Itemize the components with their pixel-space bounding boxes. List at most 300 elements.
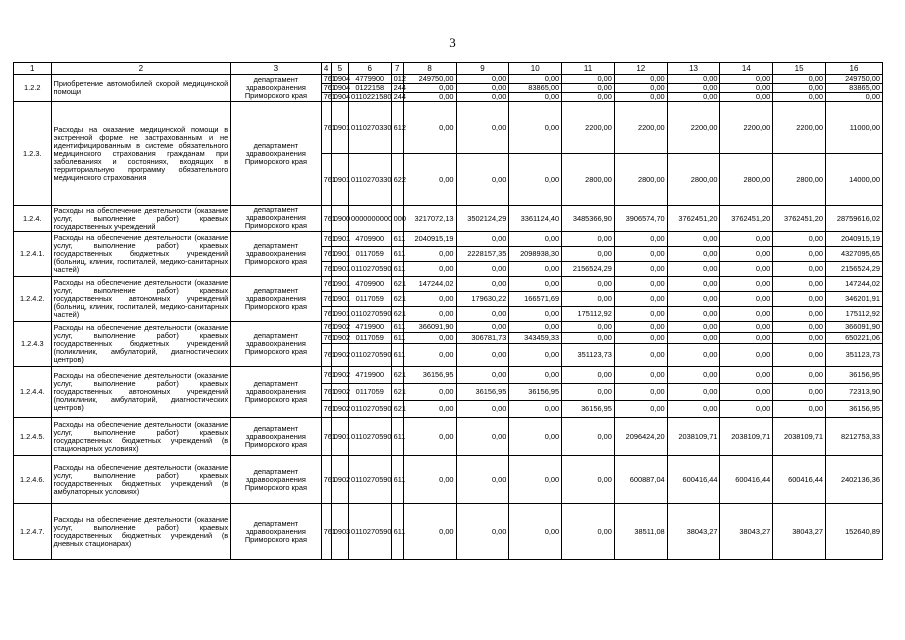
item-number: 1.2.4.7. [14, 504, 52, 560]
column-number: 2 [51, 63, 231, 75]
year-value: 0,00 [720, 367, 773, 384]
year-value: 0,00 [667, 93, 720, 102]
year-value: 351123,73 [562, 344, 615, 367]
code-section: 0901 [331, 307, 348, 322]
year-value: 0,00 [509, 262, 562, 277]
column-number: 6 [348, 63, 391, 75]
year-value: 2800,00 [614, 154, 667, 206]
year-value: 0,00 [720, 344, 773, 367]
budget-table [13, 62, 883, 560]
code-ministry: 761 [321, 154, 331, 206]
department: департамент здравоохранения Приморского края [231, 504, 321, 560]
year-value: 0,00 [614, 75, 667, 84]
year-value: 0,00 [614, 384, 667, 401]
year-value: 3762451,20 [773, 206, 826, 232]
year-value: 0,00 [509, 102, 562, 154]
year-value: 2200,00 [773, 102, 826, 154]
year-value: 0,00 [773, 322, 826, 333]
code-section: 0902 [331, 333, 348, 344]
year-value: 600887,04 [614, 456, 667, 504]
year-value: 0,00 [614, 247, 667, 262]
item-name: Расходы на обеспечение деятельности (оказание услуг, выполнение работ) краевых государственных автономных учреждений (больниц, клиник, госпиталей, медико-санитарных частей) [51, 277, 231, 322]
code-expense-type: 000 [391, 206, 403, 232]
year-value: 0,00 [614, 307, 667, 322]
total-value: 650221,06 [826, 333, 883, 344]
year-value: 0,00 [773, 84, 826, 93]
total-value: 8212753,33 [826, 418, 883, 456]
code-target: 0110270590 [348, 262, 391, 277]
code-ministry: 761 [321, 384, 331, 401]
department: департамент здравоохранения Приморского края [231, 277, 321, 322]
code-target: 0110270590 [348, 307, 391, 322]
year-value: 36156,95 [403, 367, 456, 384]
column-number: 11 [562, 63, 615, 75]
year-value: 0,00 [614, 93, 667, 102]
year-value: 0,00 [509, 456, 562, 504]
year-value: 2156524,29 [562, 262, 615, 277]
code-target: 0117059 [348, 292, 391, 307]
item-number: 1.2.4.4. [14, 367, 52, 418]
year-value: 2800,00 [667, 154, 720, 206]
year-value: 0,00 [667, 384, 720, 401]
code-ministry: 761 [321, 504, 331, 560]
year-value: 0,00 [456, 307, 509, 322]
total-value: 175112,92 [826, 307, 883, 322]
table-row [14, 232, 883, 247]
total-value: 11000,00 [826, 102, 883, 154]
header-row [14, 63, 883, 75]
year-value: 0,00 [456, 102, 509, 154]
year-value: 600416,44 [773, 456, 826, 504]
year-value: 2098938,30 [509, 247, 562, 262]
item-name: Приобретение автомобилей скорой медицинской помощи [51, 75, 231, 102]
item-name: Расходы на обеспечение деятельности (оказание услуг, выполнение работ) краевых государственных автономных учреждений (поликлиник, амбулаторий, диагностических центров) [51, 367, 231, 418]
total-value: 351123,73 [826, 344, 883, 367]
code-section: 0901 [331, 154, 348, 206]
table-row [14, 102, 883, 154]
year-value: 3502124,29 [456, 206, 509, 232]
code-expense-type: 621 [391, 384, 403, 401]
code-section: 0902 [331, 456, 348, 504]
code-target: 4709900 [348, 277, 391, 292]
year-value: 0,00 [456, 75, 509, 84]
year-value: 0,00 [773, 344, 826, 367]
department: департамент здравоохранения Приморского края [231, 456, 321, 504]
year-value: 0,00 [509, 322, 562, 333]
table-body [14, 63, 883, 560]
total-value: 2156524,29 [826, 262, 883, 277]
year-value: 0,00 [456, 504, 509, 560]
item-number: 1.2.4.2. [14, 277, 52, 322]
department: департамент здравоохранения Приморского края [231, 367, 321, 418]
year-value: 0,00 [509, 93, 562, 102]
table-row [14, 322, 883, 333]
year-value: 0,00 [562, 277, 615, 292]
year-value: 0,00 [720, 232, 773, 247]
table-row [14, 206, 883, 232]
table-row [14, 456, 883, 504]
table-row [14, 504, 883, 560]
code-expense-type: 621 [391, 367, 403, 384]
year-value: 0,00 [403, 504, 456, 560]
column-number: 5 [331, 63, 348, 75]
total-value: 14000,00 [826, 154, 883, 206]
year-value: 0,00 [562, 384, 615, 401]
department: департамент здравоохранения Приморского края [231, 418, 321, 456]
item-number: 1.2.3. [14, 102, 52, 206]
year-value: 0,00 [614, 401, 667, 418]
department: департамент здравоохранения Приморского края [231, 75, 321, 102]
year-value: 3762451,20 [720, 206, 773, 232]
year-value: 0,00 [667, 232, 720, 247]
code-target: 0110270590 [348, 418, 391, 456]
year-value: 600416,44 [720, 456, 773, 504]
year-value: 0,00 [562, 292, 615, 307]
code-ministry: 761 [321, 418, 331, 456]
code-section: 0904 [331, 75, 348, 84]
item-name: Расходы на обеспечение деятельности (оказание услуг, выполнение работ) краевых государственных бюджетных учреждений (в дневных стационарах) [51, 504, 231, 560]
column-number: 13 [667, 63, 720, 75]
item-number: 1.2.2 [14, 75, 52, 102]
year-value: 0,00 [509, 401, 562, 418]
column-number: 15 [773, 63, 826, 75]
year-value: 2200,00 [720, 102, 773, 154]
item-name: Расходы на обеспечение деятельности (оказание услуг, выполнение работ) краевых государственных бюджетных учреждений (в стационарных условиях) [51, 418, 231, 456]
code-section: 0901 [331, 277, 348, 292]
year-value: 0,00 [667, 277, 720, 292]
code-target: 4719900 [348, 322, 391, 333]
year-value: 0,00 [667, 401, 720, 418]
year-value: 38043,27 [667, 504, 720, 560]
code-expense-type: 611 [391, 262, 403, 277]
code-expense-type: 611 [391, 333, 403, 344]
year-value: 38043,27 [720, 504, 773, 560]
code-expense-type: 622 [391, 154, 403, 206]
code-expense-type: 611 [391, 344, 403, 367]
year-value: 0,00 [509, 504, 562, 560]
code-target: 0110270590 [348, 344, 391, 367]
code-section: 0901 [331, 418, 348, 456]
year-value: 0,00 [562, 456, 615, 504]
column-number: 4 [321, 63, 331, 75]
code-expense-type: 621 [391, 277, 403, 292]
column-number: 7 [391, 63, 403, 75]
code-section: 0902 [331, 384, 348, 401]
year-value: 2096424,20 [614, 418, 667, 456]
year-value: 0,00 [403, 262, 456, 277]
year-value: 0,00 [773, 262, 826, 277]
year-value: 0,00 [562, 75, 615, 84]
year-value: 0,00 [562, 93, 615, 102]
department: департамент здравоохранения Приморского края [231, 232, 321, 277]
item-number: 1.2.4.5. [14, 418, 52, 456]
code-ministry: 761 [321, 292, 331, 307]
year-value: 366091,90 [403, 322, 456, 333]
year-value: 0,00 [562, 367, 615, 384]
year-value: 0,00 [403, 384, 456, 401]
year-value: 249750,00 [403, 75, 456, 84]
year-value: 0,00 [403, 344, 456, 367]
code-section: 0901 [331, 102, 348, 154]
year-value: 175112,92 [562, 307, 615, 322]
year-value: 0,00 [509, 367, 562, 384]
year-value: 0,00 [509, 418, 562, 456]
year-value: 0,00 [773, 367, 826, 384]
code-target: 0122158 [348, 84, 391, 93]
year-value: 2800,00 [773, 154, 826, 206]
code-section: 0901 [331, 292, 348, 307]
year-value: 0,00 [773, 401, 826, 418]
year-value: 0,00 [403, 84, 456, 93]
code-ministry: 761 [321, 367, 331, 384]
year-value: 166571,69 [509, 292, 562, 307]
year-value: 0,00 [614, 277, 667, 292]
code-ministry: 761 [321, 322, 331, 333]
year-value: 0,00 [456, 456, 509, 504]
year-value: 0,00 [720, 93, 773, 102]
column-number: 3 [231, 63, 321, 75]
year-value: 0,00 [720, 247, 773, 262]
year-value: 0,00 [562, 333, 615, 344]
year-value: 3485366,90 [562, 206, 615, 232]
year-value: 0,00 [614, 322, 667, 333]
year-value: 0,00 [720, 307, 773, 322]
year-value: 0,00 [403, 102, 456, 154]
year-value: 343459,33 [509, 333, 562, 344]
year-value: 0,00 [720, 84, 773, 93]
year-value: 0,00 [667, 292, 720, 307]
year-value: 0,00 [667, 333, 720, 344]
total-value: 72313,90 [826, 384, 883, 401]
year-value: 0,00 [667, 322, 720, 333]
code-ministry: 761 [321, 307, 331, 322]
code-ministry: 761 [321, 333, 331, 344]
code-target: 0110221580 [348, 93, 391, 102]
code-expense-type: 621 [391, 307, 403, 322]
year-value: 0,00 [720, 75, 773, 84]
year-value: 0,00 [403, 456, 456, 504]
year-value: 0,00 [773, 277, 826, 292]
year-value: 147244,02 [403, 277, 456, 292]
year-value: 306781,73 [456, 333, 509, 344]
code-expense-type: 611 [391, 456, 403, 504]
department: департамент здравоохранения Приморского края [231, 322, 321, 367]
code-target: 0110270590 [348, 504, 391, 560]
total-value: 366091,90 [826, 322, 883, 333]
year-value: 36156,95 [456, 384, 509, 401]
year-value: 0,00 [773, 384, 826, 401]
year-value: 0,00 [403, 154, 456, 206]
code-section: 0904 [331, 93, 348, 102]
year-value: 600416,44 [667, 456, 720, 504]
column-number: 12 [614, 63, 667, 75]
year-value: 0,00 [614, 292, 667, 307]
code-section: 0902 [331, 367, 348, 384]
code-target: 0110270590 [348, 401, 391, 418]
code-ministry: 761 [321, 93, 331, 102]
year-value: 0,00 [773, 333, 826, 344]
year-value: 2228157,35 [456, 247, 509, 262]
code-ministry: 761 [321, 206, 331, 232]
year-value: 0,00 [720, 322, 773, 333]
year-value: 0,00 [720, 333, 773, 344]
total-value: 2040915,19 [826, 232, 883, 247]
year-value: 0,00 [403, 418, 456, 456]
year-value: 0,00 [562, 232, 615, 247]
year-value: 0,00 [509, 277, 562, 292]
year-value: 0,00 [509, 307, 562, 322]
year-value: 0,00 [403, 247, 456, 262]
code-section: 0901 [331, 262, 348, 277]
year-value: 0,00 [614, 344, 667, 367]
code-section: 0904 [331, 84, 348, 93]
total-value: 147244,02 [826, 277, 883, 292]
table-row [14, 277, 883, 292]
item-number: 1.2.4.6. [14, 456, 52, 504]
total-value: 83865,00 [826, 84, 883, 93]
year-value: 0,00 [667, 262, 720, 277]
total-value: 0,00 [826, 93, 883, 102]
item-name: Расходы на обеспечение деятельности (оказание услуг, выполнение работ) краевых государственных учреждений [51, 206, 231, 232]
code-target: 0117059 [348, 247, 391, 262]
year-value: 0,00 [456, 277, 509, 292]
year-value: 179630,22 [456, 292, 509, 307]
year-value: 2800,00 [562, 154, 615, 206]
year-value: 0,00 [456, 154, 509, 206]
code-ministry: 761 [321, 102, 331, 154]
year-value: 2800,00 [720, 154, 773, 206]
year-value: 0,00 [509, 232, 562, 247]
year-value: 38511,08 [614, 504, 667, 560]
code-expense-type: 611 [391, 322, 403, 333]
code-ministry: 761 [321, 84, 331, 93]
code-ministry: 761 [321, 401, 331, 418]
code-section: 0900 [331, 206, 348, 232]
code-expense-type: 611 [391, 418, 403, 456]
year-value: 0,00 [720, 262, 773, 277]
total-value: 4327095,65 [826, 247, 883, 262]
year-value: 2200,00 [667, 102, 720, 154]
year-value: 0,00 [667, 75, 720, 84]
code-ministry: 761 [321, 232, 331, 247]
year-value: 0,00 [720, 277, 773, 292]
code-target: 4779900 [348, 75, 391, 84]
code-section: 0902 [331, 401, 348, 418]
table-row [14, 418, 883, 456]
total-value: 249750,00 [826, 75, 883, 84]
year-value: 0,00 [509, 75, 562, 84]
code-expense-type: 012 [391, 75, 403, 84]
year-value: 0,00 [403, 307, 456, 322]
code-target: 0110270590 [348, 456, 391, 504]
department: департамент здравоохранения Приморского края [231, 102, 321, 206]
code-expense-type: 621 [391, 292, 403, 307]
total-value: 36156,95 [826, 367, 883, 384]
code-target: 4719900 [348, 367, 391, 384]
year-value: 0,00 [667, 367, 720, 384]
code-target: 0117059 [348, 333, 391, 344]
code-expense-type: 612 [391, 102, 403, 154]
code-expense-type: 611 [391, 232, 403, 247]
year-value: 83865,00 [509, 84, 562, 93]
code-expense-type: 611 [391, 504, 403, 560]
year-value: 3217072,13 [403, 206, 456, 232]
column-number: 1 [14, 63, 52, 75]
year-value: 0,00 [614, 333, 667, 344]
year-value: 0,00 [403, 333, 456, 344]
year-value: 2200,00 [562, 102, 615, 154]
year-value: 0,00 [509, 344, 562, 367]
year-value: 0,00 [667, 307, 720, 322]
code-expense-type: 244 [391, 93, 403, 102]
year-value: 0,00 [773, 292, 826, 307]
column-number: 10 [509, 63, 562, 75]
year-value: 0,00 [456, 401, 509, 418]
year-value: 2200,00 [614, 102, 667, 154]
column-number: 9 [456, 63, 509, 75]
code-target: 4709900 [348, 232, 391, 247]
year-value: 0,00 [720, 292, 773, 307]
year-value: 2038109,71 [773, 418, 826, 456]
year-value: 2038109,71 [720, 418, 773, 456]
year-value: 0,00 [773, 307, 826, 322]
item-name: Расходы на обеспечение деятельности (оказание услуг, выполнение работ) краевых государственных бюджетных учреждений (больниц, клиник, госпиталей, медико-санитарных частей) [51, 232, 231, 277]
year-value: 0,00 [456, 93, 509, 102]
year-value: 0,00 [720, 401, 773, 418]
year-value: 0,00 [667, 247, 720, 262]
page-number: 3 [449, 35, 456, 50]
year-value: 0,00 [773, 93, 826, 102]
column-number: 8 [403, 63, 456, 75]
year-value: 0,00 [773, 247, 826, 262]
item-name: Расходы на обеспечение деятельности (оказание услуг, выполнение работ) краевых государственных бюджетных учреждений (в амбулаторных условиях) [51, 456, 231, 504]
total-value: 2402136,36 [826, 456, 883, 504]
year-value: 0,00 [456, 262, 509, 277]
year-value: 0,00 [562, 247, 615, 262]
year-value: 0,00 [562, 504, 615, 560]
year-value: 0,00 [562, 84, 615, 93]
year-value: 0,00 [667, 344, 720, 367]
year-value: 0,00 [720, 384, 773, 401]
code-section: 0902 [331, 322, 348, 333]
code-ministry: 761 [321, 456, 331, 504]
year-value: 0,00 [509, 154, 562, 206]
year-value: 0,00 [456, 84, 509, 93]
year-value: 36156,95 [509, 384, 562, 401]
code-section: 0901 [331, 247, 348, 262]
code-expense-type: 621 [391, 401, 403, 418]
year-value: 0,00 [456, 344, 509, 367]
year-value: 36156,95 [562, 401, 615, 418]
column-number: 16 [826, 63, 883, 75]
code-section: 0903 [331, 504, 348, 560]
year-value: 0,00 [456, 367, 509, 384]
code-section: 0902 [331, 344, 348, 367]
year-value: 0,00 [562, 418, 615, 456]
column-number: 14 [720, 63, 773, 75]
year-value: 0,00 [456, 322, 509, 333]
code-target: 0117059 [348, 384, 391, 401]
code-target: 0110270330 [348, 154, 391, 206]
code-ministry: 761 [321, 75, 331, 84]
year-value: 0,00 [773, 232, 826, 247]
year-value: 2038109,71 [667, 418, 720, 456]
year-value: 0,00 [667, 84, 720, 93]
year-value: 0,00 [614, 232, 667, 247]
code-section: 0901 [331, 232, 348, 247]
total-value: 152640,89 [826, 504, 883, 560]
year-value: 0,00 [456, 232, 509, 247]
